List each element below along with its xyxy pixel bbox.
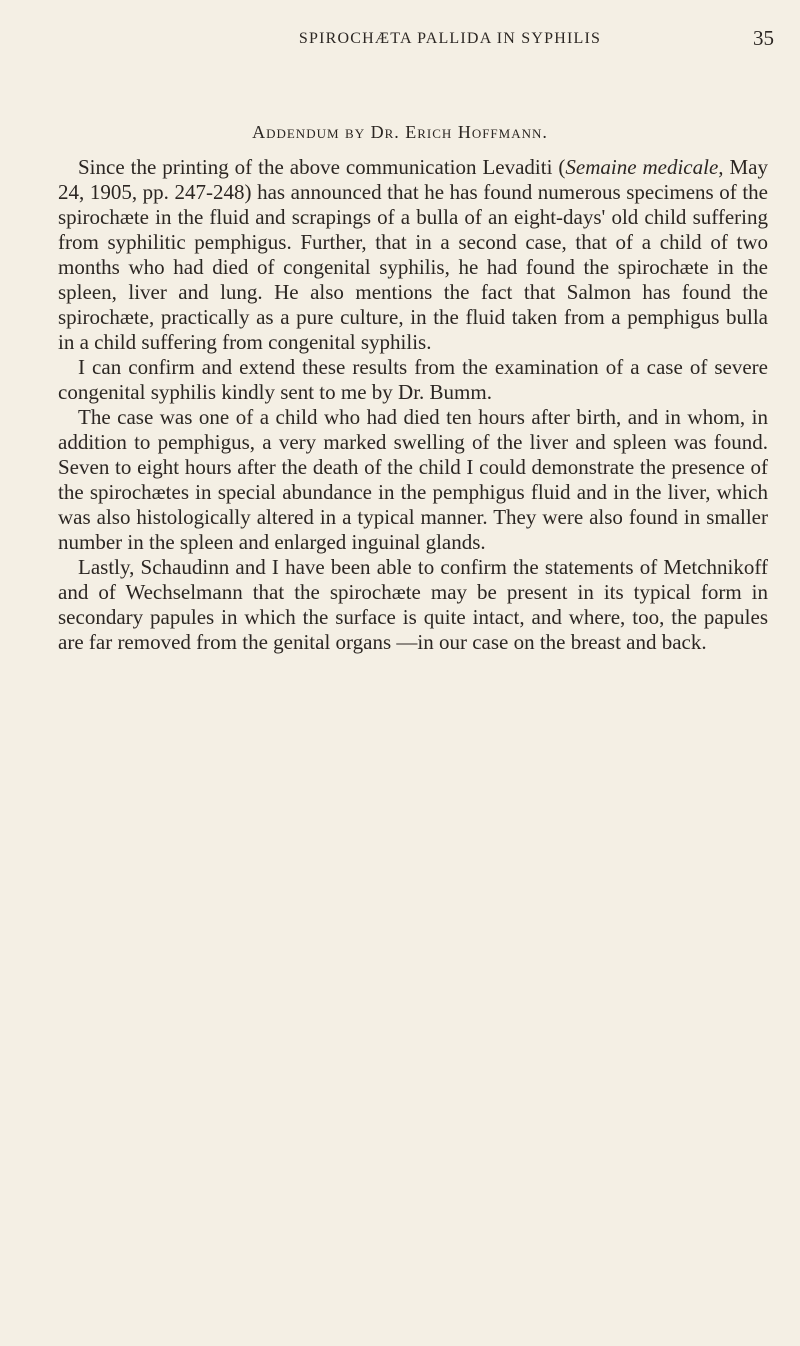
body-text	[58, 155, 768, 655]
page-number: 35	[753, 26, 774, 50]
paragraph-1-start: Since the printing of the above communication Levaditi (	[78, 155, 566, 179]
journal-title: Semaine medicale,	[565, 155, 724, 179]
addendum-title: Addendum by Dr. Erich Hoffmann.	[252, 122, 548, 142]
paragraph-3: The case was one of a child who had died ten hours after birth, and in whom, in addition to pemphigus, a very marked swelling of the liver and spleen was found. Seven to eight hours after the death of the child I could demonstrate the presence of the spirochætes in special abundance in the pemphigus fluid and in the liver, which was also histologically altered in a typical manner. They were also found in smaller number in the spleen and enlarged inguinal glands.	[58, 405, 768, 554]
paragraph-4: Lastly, Schaudinn and I have been able to confirm the statements of Metchnikoff and of Wechselmann that the spirochæte may be present in its typical form in secondary papules in which the surface is quite intact, and where, too, the papules are far removed from the genital organs —in our case on the breast and back.	[58, 555, 768, 654]
paragraph-1-rest: May 24, 1905, pp. 247-248) has announced that he has found numerous specimens of the spirochæte in the fluid and scrapings of a bulla of an eight-days' old child suffering from syphilitic pemphigus. Further, that in a second case, that of a child of two months who had died of congenital syphilis, he had found the spirochæte in the spleen, liver and lung. He also mentions the fact that Salmon has found the spirochæte, practically as a pure culture, in the fluid taken from a pemphigus bulla in a child suffering from congenital syphilis.	[58, 155, 768, 354]
paragraph-1	[58, 155, 768, 355]
paragraph-2: I can confirm and extend these results from the examination of a case of severe congenital syphilis kindly sent to me by Dr. Bumm.	[58, 355, 768, 404]
running-head: SPIROCHÆTA PALLIDA IN SYPHILIS	[298, 30, 602, 47]
